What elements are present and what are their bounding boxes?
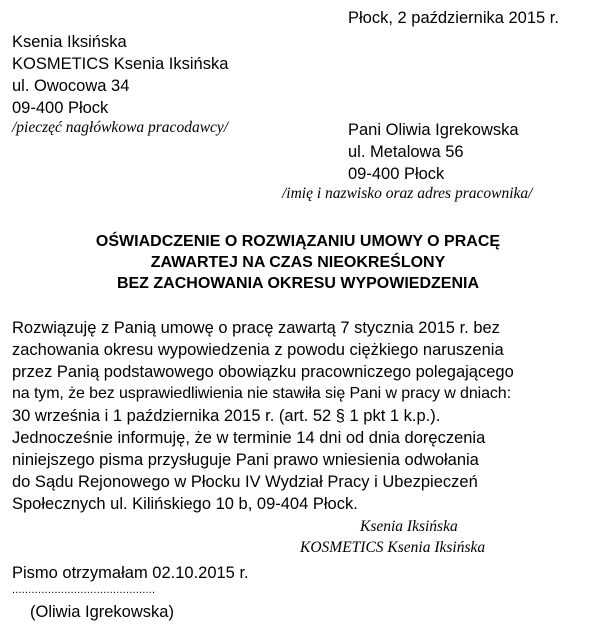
employer-name: Ksenia Iksińska: [12, 33, 127, 51]
receipt-name: (Oliwia Igrekowska): [30, 603, 174, 621]
body-line: przez Panią podstawowego obowiązku pracowniczego polegającego: [12, 363, 514, 381]
body-line: niniejszego pisma przysługuje Pani prawo wniesienia odwołania: [12, 451, 479, 469]
employer-street: ul. Owocowa 34: [12, 77, 130, 95]
employee-street: ul. Metalowa 56: [348, 143, 464, 161]
employee-name: Pani Oliwia Igrekowska: [348, 121, 519, 139]
body-line: 30 września i 1 października 2015 r. (art. 52 § 1 pkt 1 k.p.).: [12, 407, 441, 425]
employer-company: KOSMETICS Ksenia Iksińska: [12, 55, 229, 73]
title-line: ZAWARTEJ NA CZAS NIEOKREŚLONY: [150, 254, 446, 271]
receipt-text: Pismo otrzymałam 02.10.2015 r.: [12, 564, 249, 582]
employer-city: 09-400 Płock: [12, 99, 109, 117]
place-date: Płock, 2 października 2015 r.: [348, 9, 559, 27]
body-line: Społecznych ul. Kilińskiego 10 b, 09-404 Płock.: [12, 495, 358, 513]
signature-company: KOSMETICS Ksenia Iksińska: [300, 539, 486, 556]
body-line: zachowania okresu wypowiedzenia z powodu ciężkiego naruszenia: [12, 341, 504, 359]
signature-name: Ksenia Iksińska: [360, 518, 458, 535]
title-line: BEZ ZACHOWANIA OKRESU WYPOWIEDZENIA: [116, 275, 480, 292]
title-line: OŚWIADCZENIE O ROZWIĄZANIU UMOWY O PRACĘ: [95, 233, 501, 250]
employee-city: 09-400 Płock: [348, 165, 445, 183]
employee-caption: /imię i nazwisko oraz adres pracownika/: [282, 185, 533, 202]
body-line: na tym, że bez usprawiedliwienia nie stawiła się Pani w pracy w dniach:: [12, 385, 511, 402]
body-line: Rozwiązuję z Panią umowę o pracę zawartą 7 stycznia 2015 r. bez: [12, 319, 500, 337]
signature-dotted-line: ............................................: [12, 584, 156, 596]
body-line: Jednocześnie informuję, że w terminie 14 dni od dnia doręczenia: [12, 429, 486, 447]
employer-caption: /pieczęć nagłówkowa pracodawcy/: [12, 119, 229, 136]
body-line: do Sądu Rejonowego w Płocku IV Wydział Pracy i Ubezpieczeń: [12, 473, 478, 491]
